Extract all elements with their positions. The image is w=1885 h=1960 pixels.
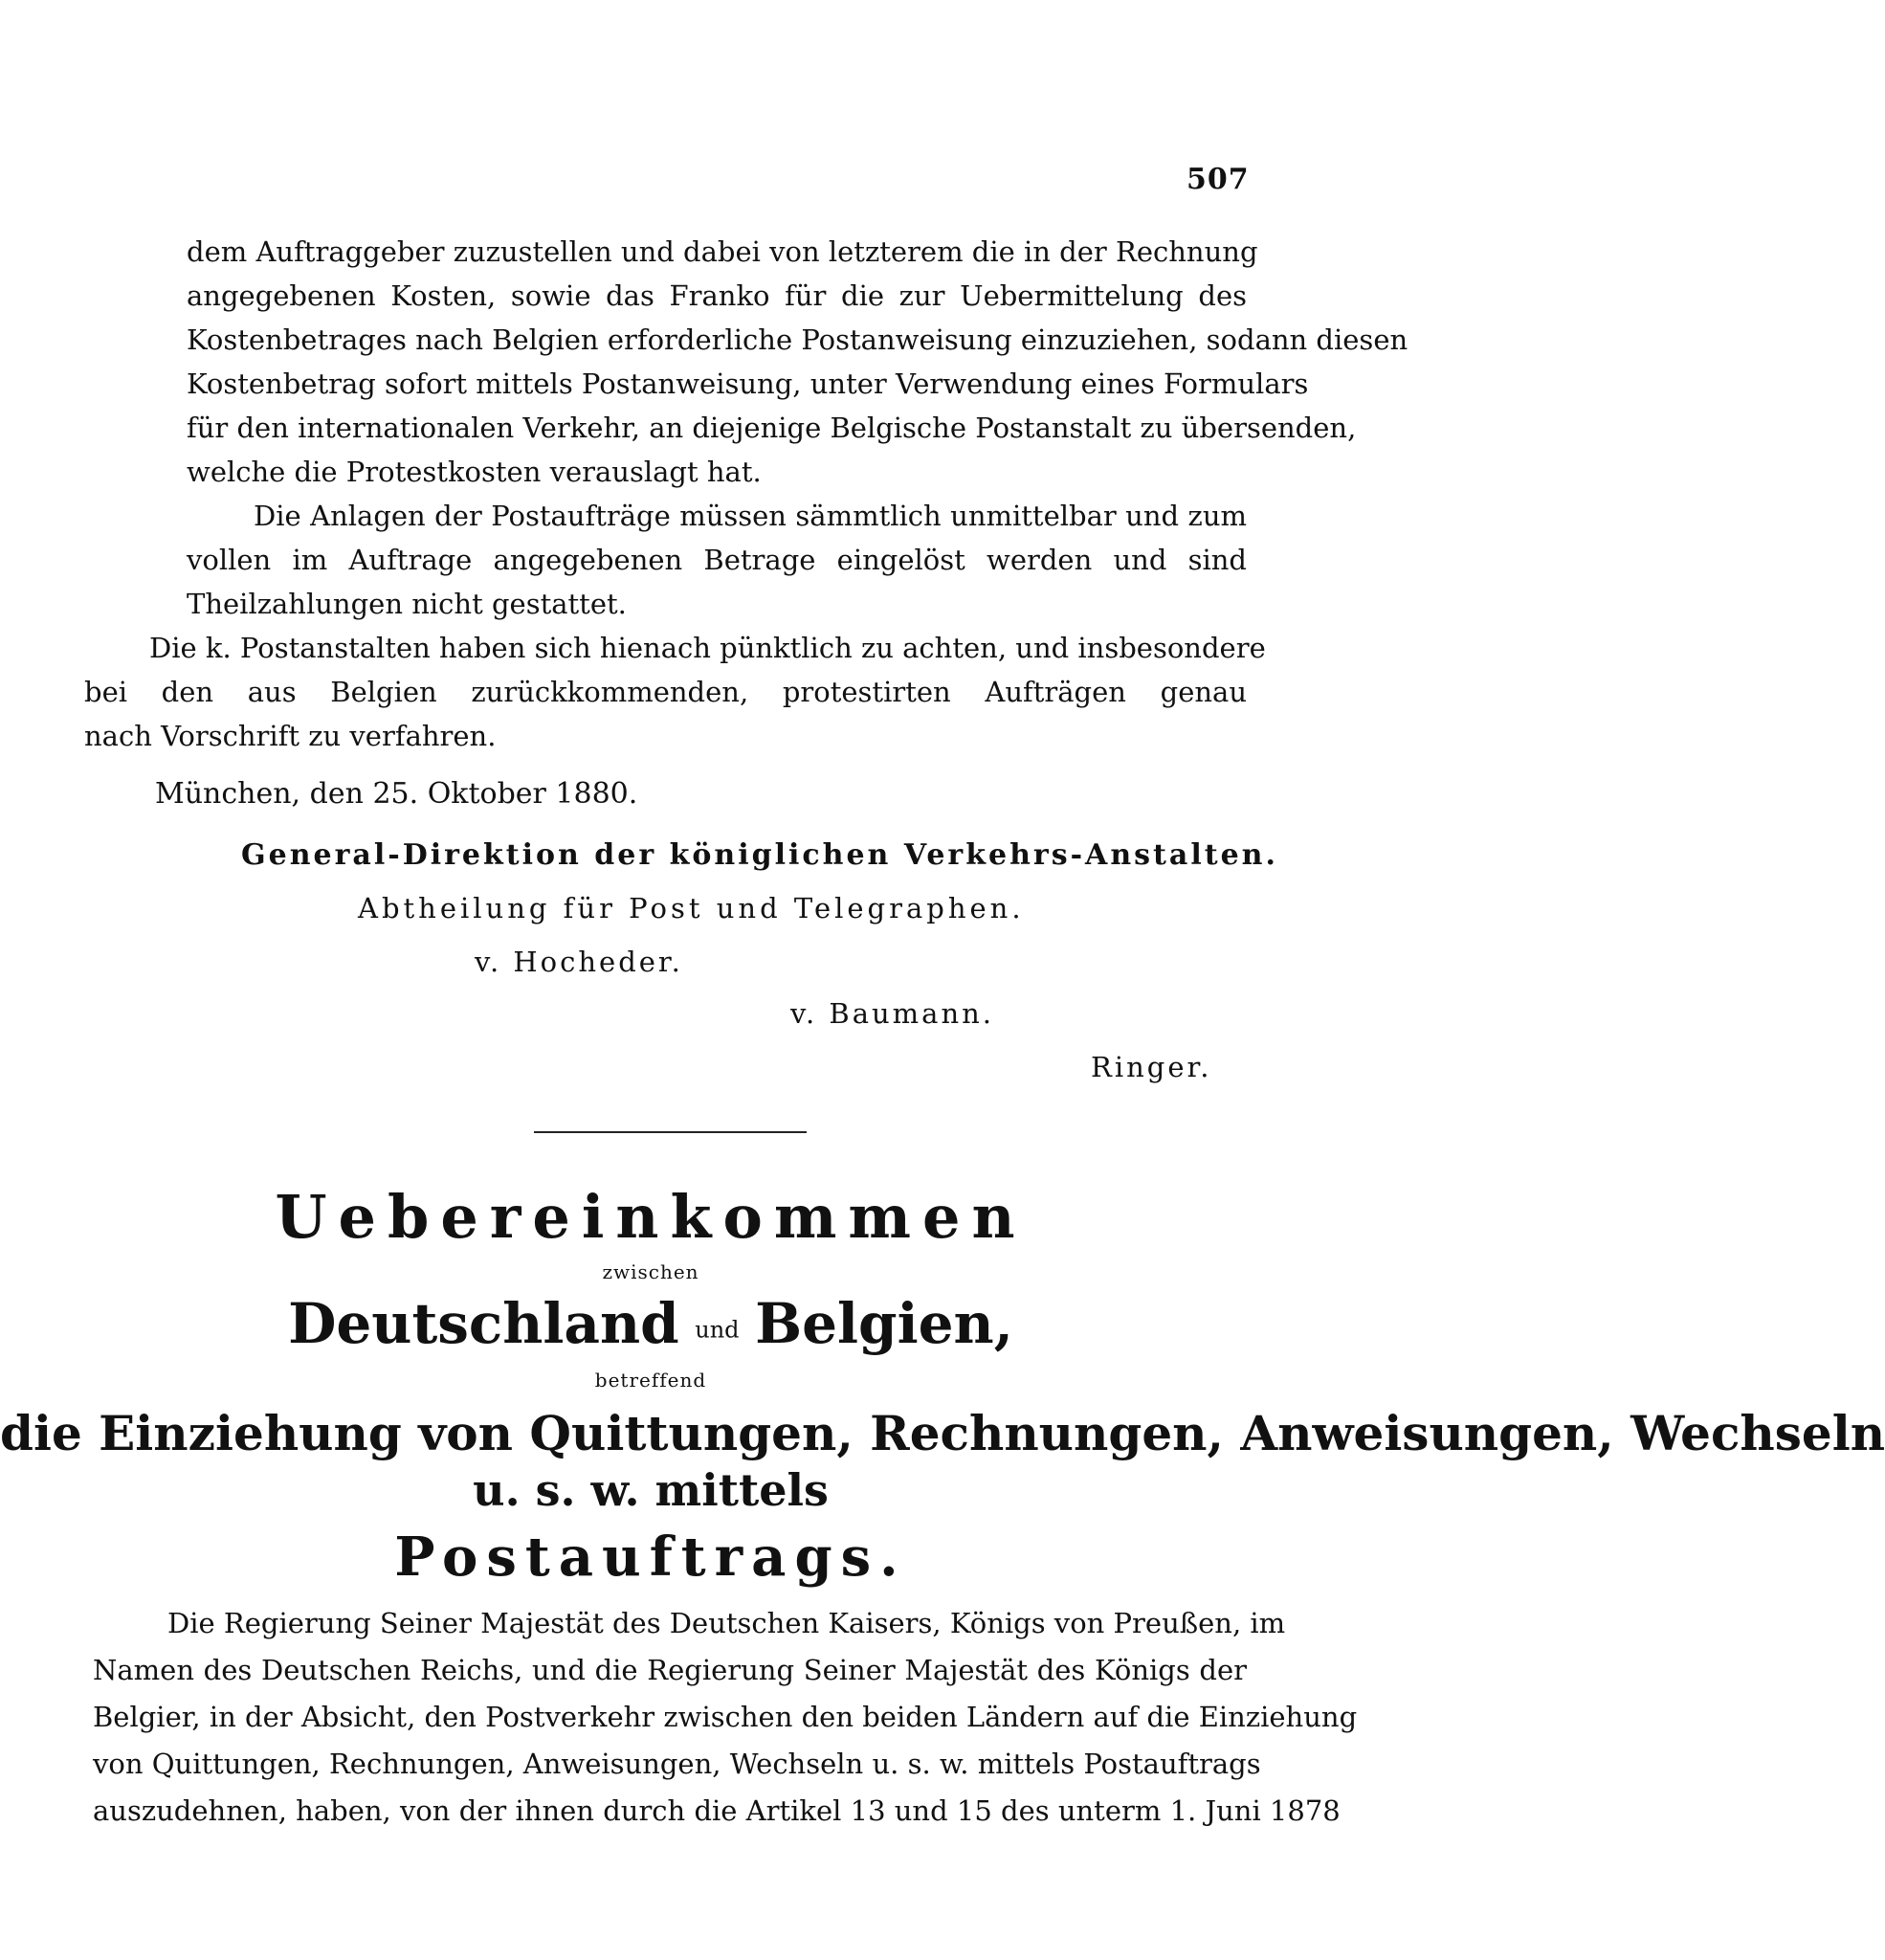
dateline: München, den 25. Oktober 1880. xyxy=(155,777,638,811)
text-line: vollen im Auftrage angegebenen Betrage eingelöst werden und sind xyxy=(187,544,1247,576)
text-line: nach Vorschrift zu verfahren. xyxy=(84,720,497,752)
text-line: Die Anlagen der Postaufträge müssen sämmtlich unmittelbar und zum xyxy=(254,500,1247,532)
text-line: Die k. Postanstalten haben sich hienach pünktlich zu achten, und insbesondere xyxy=(149,632,1266,664)
paragraph-continuation xyxy=(187,230,1408,494)
section-divider xyxy=(534,1131,807,1133)
text-line: Die Regierung Seiner Majestät des Deutschen Kaisers, Königs von Preußen, im xyxy=(167,1607,1286,1639)
text-line: angegebenen Kosten, sowie das Franko für die zur Uebermittelung des xyxy=(187,279,1247,312)
text-line: Kostenbetrages nach Belgien erforderliche Postanweisung einzuziehen, sodann diesen xyxy=(187,323,1408,356)
title-party: Belgien, xyxy=(755,1291,1013,1356)
title-connector: und xyxy=(695,1316,740,1344)
text-line: Belgier, in der Absicht, den Postverkehr zwischen den beiden Ländern auf die Einziehung xyxy=(93,1701,1358,1733)
signature-organization: General-Direktion der königlichen Verkehrs-Anstalten. xyxy=(241,838,1278,872)
text-line: für den internationalen Verkehr, an diejenige Belgische Postanstalt zu übersenden, xyxy=(187,412,1357,444)
text-line: Namen des Deutschen Reichs, und die Regierung Seiner Majestät des Königs der xyxy=(93,1654,1247,1686)
text-line: auszudehnen, haben, von der ihnen durch die Artikel 13 und 15 des unterm 1. Juni 1878 xyxy=(93,1794,1341,1827)
paragraph-preamble xyxy=(93,1600,1358,1835)
signature-department: Abtheilung für Post und Telegraphen. xyxy=(358,892,1025,924)
section-title: Uebereinkommen xyxy=(275,1182,1027,1252)
title-connector: zwischen xyxy=(602,1260,699,1283)
text-line: Theilzahlungen nicht gestattet. xyxy=(187,588,627,620)
title-subject: u. s. w. mittels xyxy=(473,1464,829,1516)
text-line: Kostenbetrag sofort mittels Postanweisung, unter Verwendung eines Formulars xyxy=(187,368,1309,400)
title-parties xyxy=(0,1291,1301,1356)
signatory-name: v. Hocheder. xyxy=(475,946,683,978)
page-number: 507 xyxy=(1186,163,1250,196)
signatory-name: Ringer. xyxy=(1091,1051,1212,1083)
text-line: von Quittungen, Rechnungen, Anweisungen, Wechseln u. s. w. mittels Postauftrags xyxy=(93,1748,1261,1780)
text-line: bei den aus Belgien zurückkommenden, protestirten Aufträgen genau xyxy=(84,676,1247,708)
signatory-name: v. Baumann. xyxy=(790,997,995,1030)
title-connector: betreffend xyxy=(594,1369,707,1392)
paragraph-instructions xyxy=(84,626,1266,758)
text-line: welche die Protestkosten verauslagt hat. xyxy=(187,456,762,488)
text-line: dem Auftraggeber zuzustellen und dabei von letzterem die in der Rechnung xyxy=(187,235,1258,268)
title-subject: die Einziehung von Quittungen, Rechnungen, Anweisungen, Wechseln xyxy=(0,1405,1885,1461)
title-party: Deutschland xyxy=(288,1291,679,1356)
paragraph-attachments xyxy=(187,494,1247,626)
title-subject: Postauftrags. xyxy=(394,1526,907,1589)
